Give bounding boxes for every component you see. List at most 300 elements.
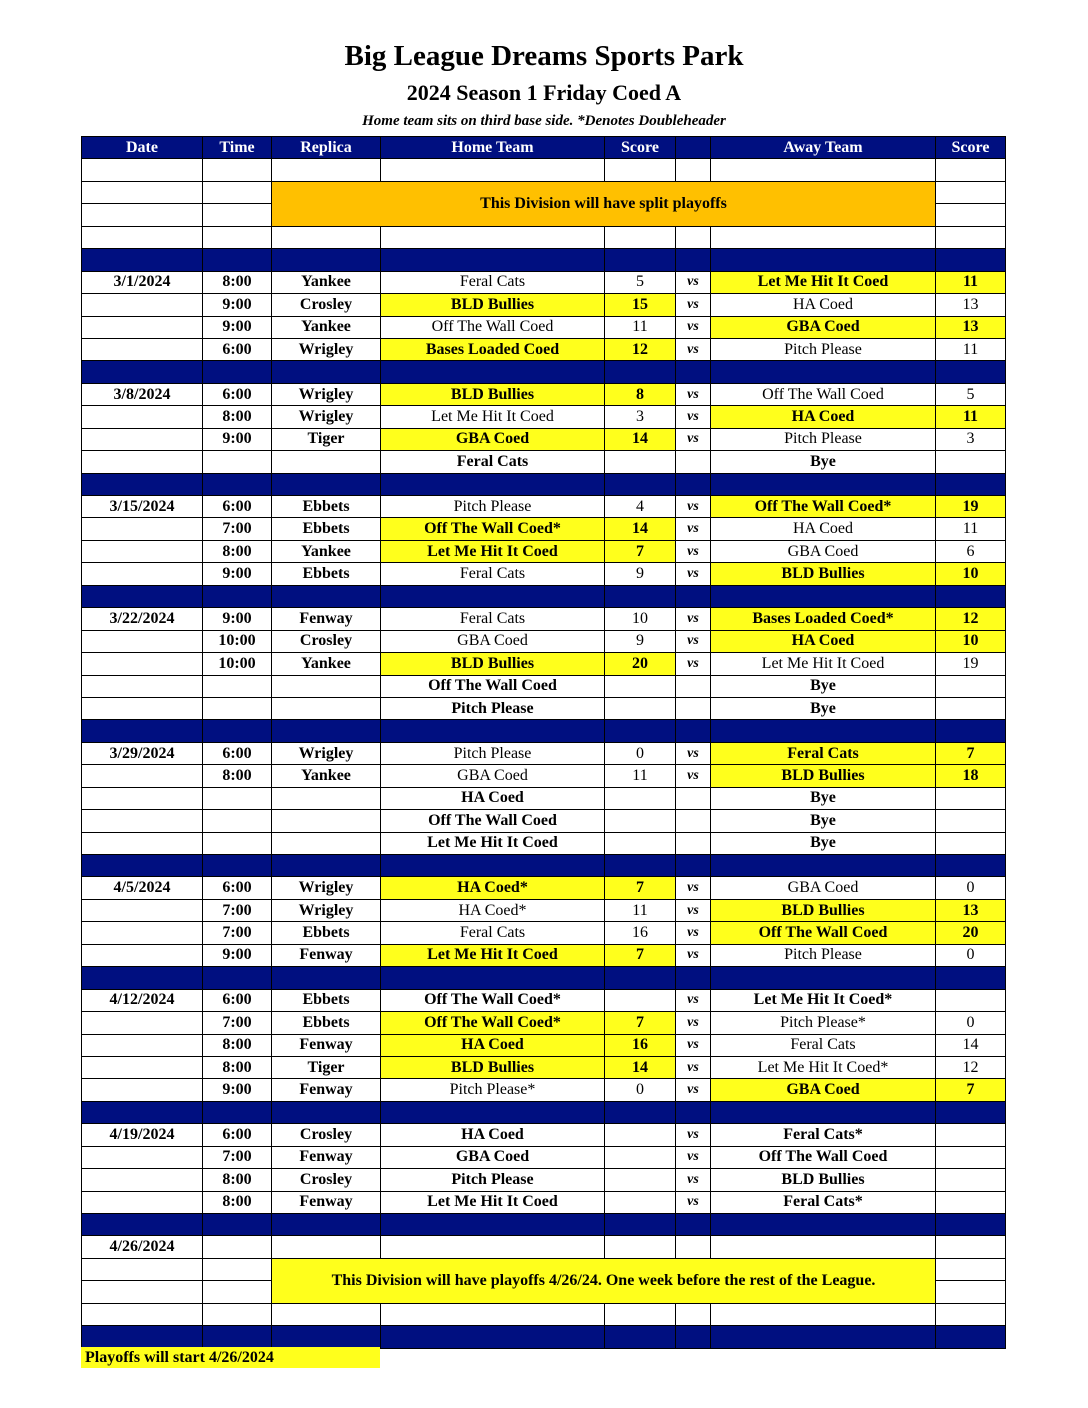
time-cell xyxy=(203,697,272,719)
home-team-cell: Pitch Please xyxy=(381,742,605,764)
time-cell: 6:00 xyxy=(203,383,272,405)
vs-cell: vs xyxy=(676,294,711,316)
home-score-cell xyxy=(605,697,676,719)
week-separator xyxy=(82,1326,1006,1348)
vs-cell xyxy=(676,697,711,719)
away-score-cell xyxy=(936,810,1006,832)
home-score-cell: 5 xyxy=(605,271,676,293)
game-row xyxy=(82,518,1006,540)
away-team-cell: Feral Cats xyxy=(711,1034,936,1056)
away-score-cell xyxy=(936,451,1006,473)
replica-cell: Ebbets xyxy=(272,922,381,944)
vs-cell xyxy=(676,832,711,854)
game-row xyxy=(82,899,1006,921)
home-score-cell xyxy=(605,810,676,832)
away-team-cell: Let Me Hit It Coed xyxy=(711,653,936,675)
home-team-cell: Let Me Hit It Coed xyxy=(381,1191,605,1213)
time-cell: 7:00 xyxy=(203,1012,272,1034)
game-row xyxy=(82,338,1006,360)
away-score-cell: 7 xyxy=(936,1079,1006,1101)
replica-cell: Yankee xyxy=(272,316,381,338)
time-cell: 9:00 xyxy=(203,563,272,585)
time-cell xyxy=(203,675,272,697)
vs-cell: vs xyxy=(676,765,711,787)
away-team-cell: BLD Bullies xyxy=(711,899,936,921)
date-cell xyxy=(82,944,203,966)
game-row xyxy=(82,383,1006,405)
home-score-cell: 0 xyxy=(605,742,676,764)
week-separator xyxy=(82,1214,1006,1236)
away-team-cell: BLD Bullies xyxy=(711,563,936,585)
date-cell xyxy=(82,1056,203,1078)
game-row xyxy=(82,832,1006,854)
vs-cell xyxy=(676,451,711,473)
home-team-cell: HA Coed* xyxy=(381,877,605,899)
page-subtitle: 2024 Season 1 Friday Coed A xyxy=(406,80,682,105)
home-score-cell xyxy=(605,832,676,854)
away-score-cell xyxy=(936,832,1006,854)
away-team-cell: Feral Cats xyxy=(711,742,936,764)
away-score-cell: 13 xyxy=(936,294,1006,316)
away-score-cell: 7 xyxy=(936,742,1006,764)
replica-cell: Ebbets xyxy=(272,989,381,1011)
home-team-cell: Bases Loaded Coed xyxy=(381,338,605,360)
game-row xyxy=(82,922,1006,944)
replica-cell: Crosley xyxy=(272,294,381,316)
time-cell: 8:00 xyxy=(203,765,272,787)
game-row xyxy=(82,1191,1006,1213)
home-score-cell: 12 xyxy=(605,338,676,360)
game-row xyxy=(82,1169,1006,1191)
header-row xyxy=(82,137,1006,159)
away-score-cell: 19 xyxy=(936,653,1006,675)
replica-cell xyxy=(272,810,381,832)
game-row xyxy=(82,563,1006,585)
time-cell: 7:00 xyxy=(203,922,272,944)
date-cell xyxy=(82,316,203,338)
date-cell: 3/29/2024 xyxy=(82,742,203,764)
home-score-cell: 11 xyxy=(605,765,676,787)
replica-cell: Wrigley xyxy=(272,338,381,360)
home-team-cell: Off The Wall Coed xyxy=(381,810,605,832)
home-team-cell: Pitch Please xyxy=(381,1169,605,1191)
game-row xyxy=(82,496,1006,518)
away-score-cell: 5 xyxy=(936,383,1006,405)
game-row xyxy=(82,1124,1006,1146)
date-cell xyxy=(82,338,203,360)
replica-cell: Crosley xyxy=(272,1124,381,1146)
away-score-cell xyxy=(936,675,1006,697)
home-score-cell: 14 xyxy=(605,428,676,450)
replica-cell: Ebbets xyxy=(272,563,381,585)
home-team-cell: Off The Wall Coed* xyxy=(381,518,605,540)
home-score-cell: 14 xyxy=(605,1056,676,1078)
home-team-cell: Off The Wall Coed xyxy=(381,316,605,338)
home-score-cell: 20 xyxy=(605,653,676,675)
date-cell xyxy=(82,922,203,944)
replica-cell: Crosley xyxy=(272,1169,381,1191)
vs-cell: vs xyxy=(676,989,711,1011)
away-team-cell: BLD Bullies xyxy=(711,765,936,787)
home-score-cell: 4 xyxy=(605,496,676,518)
home-score-cell: 7 xyxy=(605,944,676,966)
away-team-cell: GBA Coed xyxy=(711,316,936,338)
date-cell xyxy=(82,832,203,854)
home-score-cell xyxy=(605,1124,676,1146)
away-team-cell: Feral Cats* xyxy=(711,1191,936,1213)
date-cell xyxy=(82,1079,203,1101)
time-cell: 9:00 xyxy=(203,944,272,966)
game-row xyxy=(82,1034,1006,1056)
replica-cell: Yankee xyxy=(272,765,381,787)
replica-cell: Tiger xyxy=(272,428,381,450)
game-row xyxy=(82,316,1006,338)
away-score-cell xyxy=(936,1124,1006,1146)
away-team-cell: Bye xyxy=(711,787,936,809)
week-separator xyxy=(82,249,1006,271)
time-cell: 8:00 xyxy=(203,1191,272,1213)
time-cell: 8:00 xyxy=(203,540,272,562)
playoffs-notice: This Division will have playoffs 4/26/24. One week before the rest of the League. xyxy=(272,1258,936,1303)
away-team-cell: HA Coed xyxy=(711,518,936,540)
date-cell: 4/19/2024 xyxy=(82,1124,203,1146)
time-cell: 6:00 xyxy=(203,338,272,360)
home-score-cell: 11 xyxy=(605,899,676,921)
game-row xyxy=(82,742,1006,764)
week-separator xyxy=(82,967,1006,989)
header-away-score: Score xyxy=(936,137,1006,159)
vs-cell: vs xyxy=(676,944,711,966)
away-score-cell: 13 xyxy=(936,316,1006,338)
header-replica: Replica xyxy=(272,137,381,159)
vs-cell xyxy=(676,810,711,832)
home-score-cell: 15 xyxy=(605,294,676,316)
home-team-cell: Feral Cats xyxy=(381,563,605,585)
home-score-cell: 14 xyxy=(605,518,676,540)
game-row xyxy=(82,877,1006,899)
home-score-cell xyxy=(605,1191,676,1213)
date-cell xyxy=(82,518,203,540)
home-team-cell: Pitch Please xyxy=(381,496,605,518)
replica-cell: Fenway xyxy=(272,1079,381,1101)
home-score-cell: 0 xyxy=(605,1079,676,1101)
vs-cell: vs xyxy=(676,1191,711,1213)
replica-cell xyxy=(272,451,381,473)
away-score-cell: 0 xyxy=(936,1012,1006,1034)
away-score-cell xyxy=(936,1146,1006,1168)
date-cell xyxy=(82,294,203,316)
week-separator xyxy=(82,1101,1006,1123)
date-cell: 3/8/2024 xyxy=(82,383,203,405)
week-separator xyxy=(82,855,1006,877)
away-team-cell: GBA Coed xyxy=(711,540,936,562)
time-cell: 10:00 xyxy=(203,630,272,652)
vs-cell: vs xyxy=(676,630,711,652)
replica-cell: Fenway xyxy=(272,1191,381,1213)
time-cell: 9:00 xyxy=(203,608,272,630)
home-score-cell: 16 xyxy=(605,922,676,944)
replica-cell: Crosley xyxy=(272,630,381,652)
game-row xyxy=(82,810,1006,832)
game-row xyxy=(82,451,1006,473)
vs-cell: vs xyxy=(676,518,711,540)
date-cell xyxy=(82,765,203,787)
away-score-cell: 10 xyxy=(936,630,1006,652)
home-score-cell: 7 xyxy=(605,1012,676,1034)
home-team-cell: BLD Bullies xyxy=(381,383,605,405)
replica-cell: Fenway xyxy=(272,1034,381,1056)
game-row xyxy=(82,1079,1006,1101)
game-row xyxy=(82,944,1006,966)
time-cell xyxy=(203,810,272,832)
vs-cell: vs xyxy=(676,1012,711,1034)
time-cell: 8:00 xyxy=(203,406,272,428)
away-team-cell: HA Coed xyxy=(711,406,936,428)
time-cell: 8:00 xyxy=(203,1034,272,1056)
time-cell: 6:00 xyxy=(203,742,272,764)
away-score-cell: 6 xyxy=(936,540,1006,562)
replica-cell: Ebbets xyxy=(272,1012,381,1034)
time-cell xyxy=(203,787,272,809)
home-team-cell: Pitch Please xyxy=(381,697,605,719)
vs-cell: vs xyxy=(676,922,711,944)
home-team-cell: GBA Coed xyxy=(381,1146,605,1168)
header-vs xyxy=(676,137,711,159)
away-score-cell: 13 xyxy=(936,899,1006,921)
home-team-cell: Pitch Please* xyxy=(381,1079,605,1101)
header-home-team: Home Team xyxy=(381,137,605,159)
home-score-cell: 3 xyxy=(605,406,676,428)
time-cell: 7:00 xyxy=(203,518,272,540)
time-cell: 9:00 xyxy=(203,1079,272,1101)
home-team-cell: Feral Cats xyxy=(381,271,605,293)
replica-cell: Fenway xyxy=(272,608,381,630)
away-score-cell xyxy=(936,697,1006,719)
away-team-cell: HA Coed xyxy=(711,294,936,316)
away-score-cell: 12 xyxy=(936,1056,1006,1078)
game-row xyxy=(82,540,1006,562)
date-cell xyxy=(82,1034,203,1056)
home-team-cell: HA Coed xyxy=(381,1034,605,1056)
game-row xyxy=(82,428,1006,450)
date-cell xyxy=(82,540,203,562)
vs-cell: vs xyxy=(676,899,711,921)
home-team-cell: Off The Wall Coed xyxy=(381,675,605,697)
game-row xyxy=(82,630,1006,652)
split-playoffs-notice: This Division will have split playoffs xyxy=(272,181,936,226)
game-row xyxy=(82,294,1006,316)
replica-cell: Tiger xyxy=(272,1056,381,1078)
replica-cell xyxy=(272,697,381,719)
date-cell xyxy=(82,1012,203,1034)
away-score-cell: 3 xyxy=(936,428,1006,450)
home-score-cell xyxy=(605,989,676,1011)
home-team-cell: BLD Bullies xyxy=(381,294,605,316)
home-team-cell: Feral Cats xyxy=(381,922,605,944)
page-title: Big League Dreams Sports Park xyxy=(344,40,744,72)
away-team-cell: HA Coed xyxy=(711,630,936,652)
away-score-cell: 18 xyxy=(936,765,1006,787)
away-score-cell xyxy=(936,787,1006,809)
vs-cell: vs xyxy=(676,1056,711,1078)
away-team-cell: Pitch Please xyxy=(711,428,936,450)
replica-cell: Yankee xyxy=(272,653,381,675)
date-cell xyxy=(82,1146,203,1168)
vs-cell: vs xyxy=(676,540,711,562)
away-score-cell xyxy=(936,1191,1006,1213)
blank-row xyxy=(82,1303,1006,1325)
header-home-score: Score xyxy=(605,137,676,159)
away-score-cell xyxy=(936,1169,1006,1191)
home-score-cell: 9 xyxy=(605,563,676,585)
home-score-cell: 9 xyxy=(605,630,676,652)
away-score-cell: 11 xyxy=(936,518,1006,540)
date-cell xyxy=(82,787,203,809)
home-team-cell: Let Me Hit It Coed xyxy=(381,406,605,428)
time-cell: 8:00 xyxy=(203,271,272,293)
away-team-cell: Bye xyxy=(711,832,936,854)
away-score-cell: 11 xyxy=(936,406,1006,428)
away-team-cell: Let Me Hit It Coed* xyxy=(711,1056,936,1078)
game-row xyxy=(82,406,1006,428)
away-team-cell: Bye xyxy=(711,675,936,697)
game-row xyxy=(82,697,1006,719)
vs-cell: vs xyxy=(676,1169,711,1191)
time-cell: 7:00 xyxy=(203,1146,272,1168)
game-row xyxy=(82,1146,1006,1168)
vs-cell: vs xyxy=(676,428,711,450)
home-team-cell: Let Me Hit It Coed xyxy=(381,832,605,854)
vs-cell: vs xyxy=(676,742,711,764)
away-team-cell: Off The Wall Coed xyxy=(711,1146,936,1168)
date-cell xyxy=(82,1191,203,1213)
away-team-cell: Off The Wall Coed xyxy=(711,922,936,944)
week-separator xyxy=(82,361,1006,383)
away-team-cell: Bye xyxy=(711,697,936,719)
header-away-team: Away Team xyxy=(711,137,936,159)
time-cell: 7:00 xyxy=(203,899,272,921)
home-score-cell: 8 xyxy=(605,383,676,405)
home-score-cell xyxy=(605,1146,676,1168)
date-cell: 3/15/2024 xyxy=(82,496,203,518)
away-team-cell: Bye xyxy=(711,451,936,473)
home-score-cell: 16 xyxy=(605,1034,676,1056)
home-score-cell xyxy=(605,451,676,473)
home-score-cell: 7 xyxy=(605,540,676,562)
home-team-cell: Let Me Hit It Coed xyxy=(381,540,605,562)
away-score-cell: 10 xyxy=(936,563,1006,585)
home-team-cell: GBA Coed xyxy=(381,765,605,787)
time-cell: 9:00 xyxy=(203,316,272,338)
replica-cell xyxy=(272,787,381,809)
date-cell: 4/12/2024 xyxy=(82,989,203,1011)
time-cell: 10:00 xyxy=(203,653,272,675)
away-score-cell: 11 xyxy=(936,271,1006,293)
vs-cell xyxy=(676,787,711,809)
game-row xyxy=(82,675,1006,697)
away-score-cell: 11 xyxy=(936,338,1006,360)
away-team-cell: Bye xyxy=(711,810,936,832)
replica-cell: Ebbets xyxy=(272,496,381,518)
time-cell xyxy=(203,451,272,473)
week-separator xyxy=(82,585,1006,607)
game-row xyxy=(82,1056,1006,1078)
away-team-cell: Let Me Hit It Coed* xyxy=(711,989,936,1011)
game-row xyxy=(82,989,1006,1011)
away-score-cell: 0 xyxy=(936,877,1006,899)
game-row xyxy=(82,608,1006,630)
away-team-cell: GBA Coed xyxy=(711,1079,936,1101)
replica-cell: Wrigley xyxy=(272,899,381,921)
away-score-cell: 0 xyxy=(936,944,1006,966)
time-cell: 8:00 xyxy=(203,1169,272,1191)
time-cell: 6:00 xyxy=(203,496,272,518)
date-cell xyxy=(82,697,203,719)
date-cell xyxy=(82,1169,203,1191)
home-team-cell: GBA Coed xyxy=(381,428,605,450)
home-score-cell: 11 xyxy=(605,316,676,338)
vs-cell: vs xyxy=(676,608,711,630)
time-cell xyxy=(203,832,272,854)
time-cell: 6:00 xyxy=(203,989,272,1011)
away-team-cell: Let Me Hit It Coed xyxy=(711,271,936,293)
date-cell: 3/1/2024 xyxy=(82,271,203,293)
vs-cell: vs xyxy=(676,496,711,518)
vs-cell: vs xyxy=(676,316,711,338)
vs-cell: vs xyxy=(676,1146,711,1168)
home-team-cell: BLD Bullies xyxy=(381,1056,605,1078)
vs-cell: vs xyxy=(676,1079,711,1101)
game-row xyxy=(82,765,1006,787)
vs-cell: vs xyxy=(676,877,711,899)
vs-cell: vs xyxy=(676,1034,711,1056)
away-team-cell: Off The Wall Coed* xyxy=(711,496,936,518)
replica-cell: Yankee xyxy=(272,271,381,293)
away-team-cell: GBA Coed xyxy=(711,877,936,899)
home-score-cell xyxy=(605,1169,676,1191)
home-team-cell: Feral Cats xyxy=(381,451,605,473)
week-separator xyxy=(82,473,1006,495)
home-score-cell xyxy=(605,787,676,809)
replica-cell: Wrigley xyxy=(272,742,381,764)
replica-cell: Wrigley xyxy=(272,406,381,428)
game-row xyxy=(82,271,1006,293)
home-team-cell: HA Coed* xyxy=(381,899,605,921)
vs-cell: vs xyxy=(676,1124,711,1146)
blank-row xyxy=(82,226,1006,248)
home-team-cell: HA Coed xyxy=(381,1124,605,1146)
away-score-cell: 19 xyxy=(936,496,1006,518)
playoffs-footer: Playoffs will start 4/26/2024 xyxy=(81,1347,380,1368)
time-cell: 8:00 xyxy=(203,1056,272,1078)
home-team-cell: Off The Wall Coed* xyxy=(381,989,605,1011)
home-score-cell: 7 xyxy=(605,877,676,899)
away-team-cell: Off The Wall Coed xyxy=(711,383,936,405)
page-note: Home team sits on third base side. *Denotes Doubleheader xyxy=(362,113,726,129)
time-cell: 9:00 xyxy=(203,428,272,450)
home-team-cell: BLD Bullies xyxy=(381,653,605,675)
home-team-cell: Off The Wall Coed* xyxy=(381,1012,605,1034)
replica-cell xyxy=(272,832,381,854)
home-score-cell: 10 xyxy=(605,608,676,630)
away-score-cell xyxy=(936,989,1006,1011)
replica-cell: Yankee xyxy=(272,540,381,562)
home-score-cell xyxy=(605,675,676,697)
home-team-cell: Feral Cats xyxy=(381,608,605,630)
vs-cell: vs xyxy=(676,271,711,293)
home-team-cell: HA Coed xyxy=(381,787,605,809)
date-cell xyxy=(82,899,203,921)
